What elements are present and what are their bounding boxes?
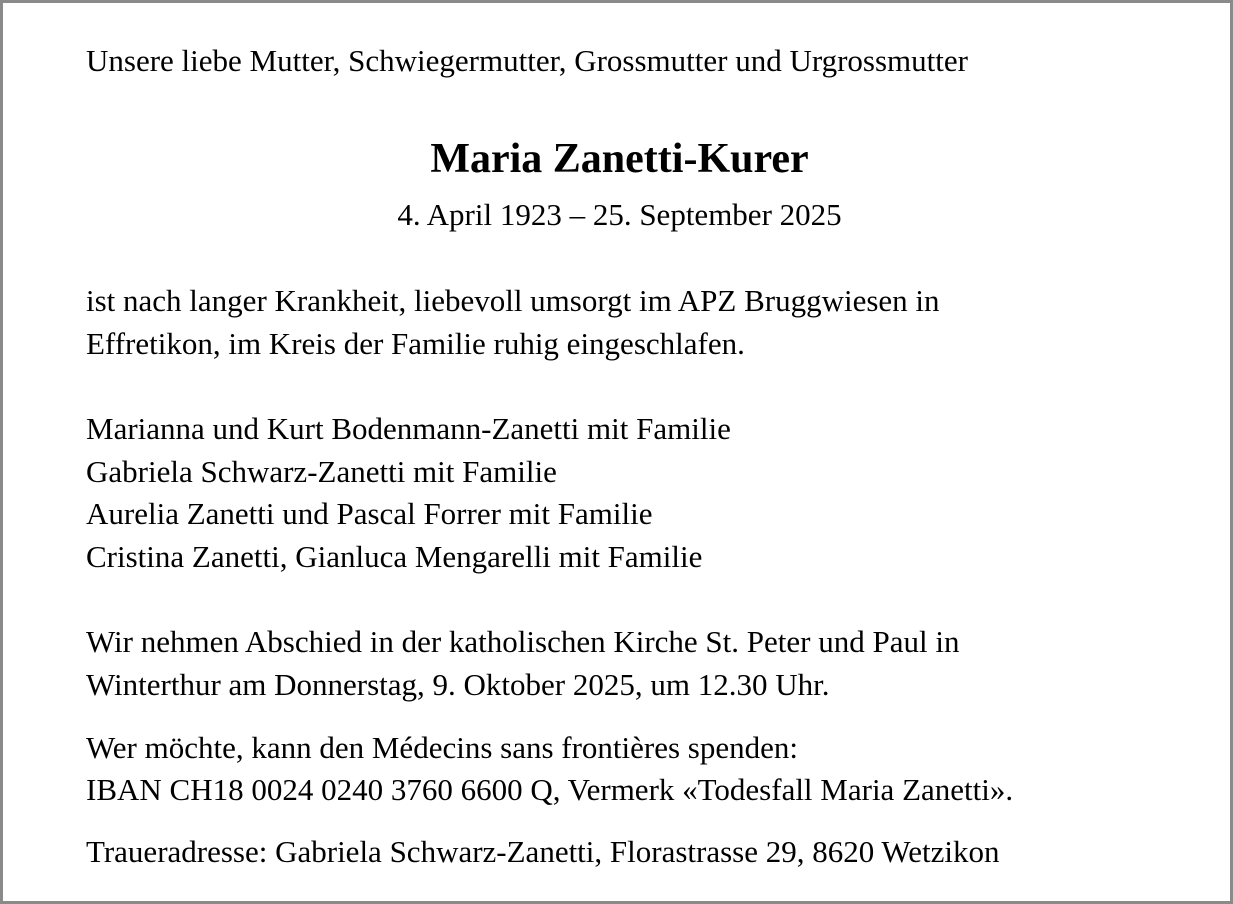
intro-text: Unsere liebe Mutter, Schwiegermutter, Grossmutter und Urgrossmutter xyxy=(86,43,968,78)
donation-line-1: Wer möchte, kann den Médecins sans frontières spenden: xyxy=(86,730,799,765)
deceased-name: Maria Zanetti-Kurer xyxy=(430,136,809,182)
mourner-line: Gabriela Schwarz-Zanetti mit Familie xyxy=(86,454,557,489)
donation-line-2: IBAN CH18 0024 0240 3760 6600 Q, Vermerk «Todesfall Maria Zanetti». xyxy=(86,772,1014,807)
message-line-2: Effretikon, im Kreis der Familie ruhig eingeschlafen. xyxy=(86,326,745,361)
mourner-line: Marianna und Kurt Bodenmann-Zanetti mit Familie xyxy=(86,411,731,446)
life-dates: 4. April 1923 – 25. September 2025 xyxy=(397,197,842,232)
farewell-line-2: Winterthur am Donnerstag, 9. Oktober 2025, um 12.30 Uhr. xyxy=(86,667,830,702)
farewell-line-1: Wir nehmen Abschied in der katholischen Kirche St. Peter und Paul in xyxy=(86,624,960,659)
mourner-line: Cristina Zanetti, Gianluca Mengarelli mit Familie xyxy=(86,539,703,574)
mourning-address: Traueradresse: Gabriela Schwarz-Zanetti, Florastrasse 29, 8620 Wetzikon xyxy=(86,834,1000,869)
mourner-line: Aurelia Zanetti und Pascal Forrer mit Familie xyxy=(86,496,653,531)
message-line-1: ist nach langer Krankheit, liebevoll umsorgt im APZ Bruggwiesen in xyxy=(86,283,940,318)
